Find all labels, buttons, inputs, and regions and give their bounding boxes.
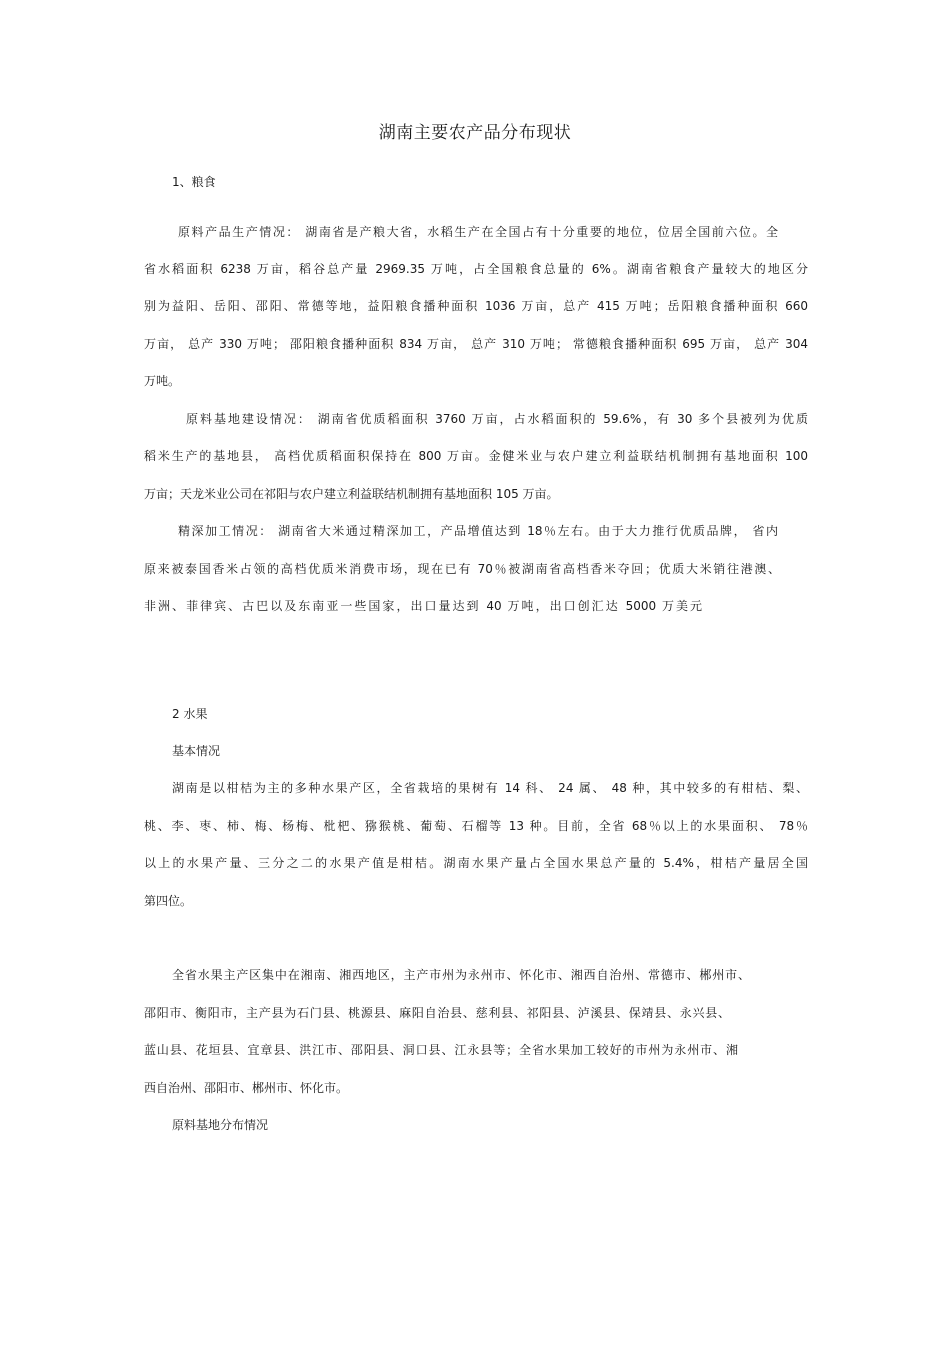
paragraph-line: 桃、李、枣、柿、梅、杨梅、枇杷、猕猴桃、葡萄、石榴等 13 种。目前，全省 68％以上的水果面积、 78％ <box>144 819 808 833</box>
paragraph-line: 第四位。 <box>144 894 193 908</box>
paragraph-line: 西自治州、邵阳市、郴州市、怀化市。 <box>144 1081 349 1095</box>
paragraph-line: 全省水果主产区集中在湘南、湘西地区，主产市州为永州市、怀化市、湘西自治州、常德市、郴州市、 <box>172 968 750 982</box>
paragraph-line: 稻米生产的基地县， 高档优质稻面积保持在 800 万亩。金健米业与农户建立利益联结机制拥有基地面积 100 <box>144 449 808 463</box>
paragraph-line: 原料产品生产情况： 湖南省是产粮大省，水稻生产在全国占有十分重要的地位，位居全国前六位。全 <box>178 225 778 239</box>
paragraph-line: 湖南是以柑桔为主的多种水果产区，全省栽培的果树有 14 科、 24 属、 48 种，其中较多的有柑桔、梨、 <box>172 781 808 795</box>
paragraph-line: 省水稻面积 6238 万亩，稻谷总产量 2969.35 万吨，占全国粮食总量的 6%。湖南省粮食产量较大的地区分 <box>144 262 808 276</box>
section-heading-fruit: 2 水果 <box>172 707 208 721</box>
section-heading-grain: 1、粮食 <box>172 175 216 189</box>
paragraph-line: 以上的水果产量、三分之二的水果产值是柑桔。湖南水果产量占全国水果总产量的 5.4%，柑桔产量居全国 <box>144 856 808 870</box>
paragraph-line: 万亩；天龙米业公司在祁阳与农户建立利益联结机制拥有基地面积 105 万亩。 <box>144 487 559 501</box>
paragraph-line: 蓝山县、花垣县、宜章县、洪江市、邵阳县、洞口县、江永县等；全省水果加工较好的市州为永州市、湘 <box>144 1043 738 1057</box>
paragraph-line: 原来被泰国香米占领的高档优质米消费市场，现在已有 70％被湖南省高档香米夺回；优质大米销往港澳、 <box>144 562 780 576</box>
paragraph-line: 精深加工情况： 湖南省大米通过精深加工，产品增值达到 18％左右。由于大力推行优质品牌， 省内 <box>178 524 778 538</box>
paragraph-line: 别为益阳、岳阳、邵阳、常德等地，益阳粮食播种面积 1036 万亩，总产 415 万吨；岳阳粮食播种面积 660 <box>144 299 808 313</box>
paragraph-line: 邵阳市、衡阳市，主产县为石门县、桃源县、麻阳自治县、慈利县、祁阳县、泸溪县、保靖县、永兴县、 <box>144 1006 730 1020</box>
document-title: 湖南主要农产品分布现状 <box>378 123 572 143</box>
subheading-basic: 基本情况 <box>172 744 221 758</box>
paragraph-line: 非洲、菲律宾、古巴以及东南亚一些国家，出口量达到 40 万吨，出口创汇达 5000 万美元 <box>144 599 702 613</box>
paragraph-line: 万亩， 总产 330 万吨； 邵阳粮食播种面积 834 万亩， 总产 310 万吨； 常德粮食播种面积 695 万亩， 总产 304 <box>144 337 808 351</box>
paragraph-line: 原料基地建设情况： 湖南省优质稻面积 3760 万亩，占水稻面积的 59.6%，有 30 多个县被列为优质 <box>186 412 808 426</box>
subheading-base-distribution: 原料基地分布情况 <box>172 1118 269 1132</box>
paragraph-line: 万吨。 <box>144 374 181 388</box>
